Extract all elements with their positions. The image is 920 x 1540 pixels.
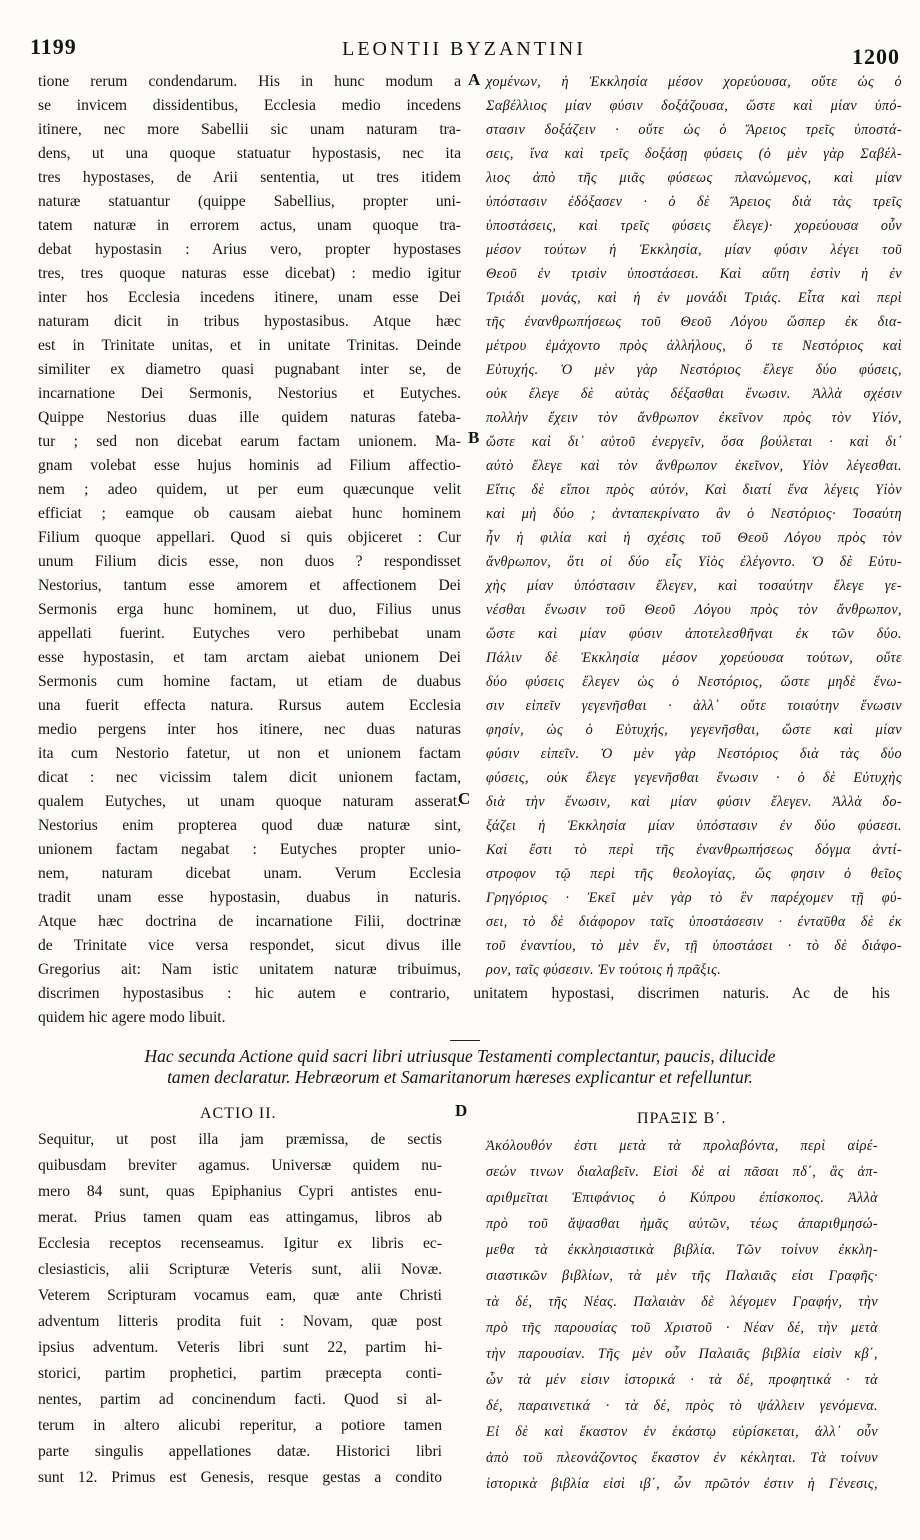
text-line: itinere, nec more Sabellii sic unam naturam tra-	[38, 121, 461, 138]
text-line: ita cum Nestorio fatetur, ut non et unionem factam	[38, 745, 461, 762]
text-line: una fuerit effecta natura. Rursus autem Ecclesia	[38, 697, 461, 714]
action-summary	[30, 1046, 890, 1088]
text-line: unum Filium dicis esse, non duos ? respondisset	[38, 553, 461, 570]
text-line: φύσεις, οὐκ ἔλεγε γεγενῆσθαι ἕνωσιν · ὁ δὲ Εὐτυχὴς	[486, 770, 902, 786]
text-line: πολλὴν ἔχειν τὸν ἄνθρωπον ἐκεῖνον πρὸς τὸν Υἱόν,	[486, 410, 902, 426]
text-line: storici, partim prophetici, partim præcepta conti-	[38, 1365, 442, 1382]
text-line: πρὸ τοῦ ἅψασθαι ἡμᾶς αὐτῶν, τέως ἀπαριθμησώ-	[486, 1216, 878, 1232]
text-line: τὰ δέ, τῆς Νέας. Παλαιὰν δὲ λέγομεν Γραφήν, τὴν	[486, 1294, 878, 1310]
text-line: se invicem dissidentibus, Ecclesia medio incedens	[38, 97, 461, 114]
text-line: quibusdam breviter agamus. Universæ quidem nu-	[38, 1157, 442, 1174]
text-line: unionem factam negabat : Eutyches propter unio-	[38, 841, 461, 858]
text-line: σιν εἰπεῖν γεγενῆσθαι · ἀλλ᾽ οὔτε τοιαύτην ἕνωσιν	[486, 698, 902, 714]
text-line: discrimen hypostasibus : hic autem e contrario, unitatem hypostasi, discrimen naturis. Ac de his	[38, 985, 890, 1002]
text-line: νέσθαι ἕνωσιν τοῦ Θεοῦ Λόγου πρὸς τὸν ἄνθρωπον,	[486, 602, 902, 618]
text-line: σιαστικῶν βιβλίων, τὰ μὲν τῆς Παλαιᾶς εἰσι Γραφῆς·	[486, 1268, 878, 1284]
text-line: adventum litteris prodita fuit : Novam, quæ post	[38, 1313, 442, 1330]
full-width-lines	[38, 982, 890, 1030]
latin-column-bottom	[38, 1127, 442, 1491]
text-line: τὴν παρουσίαν. Τῆς μὲν οὖν Παλαιᾶς βιβλία εἰσὶν κβ΄,	[486, 1346, 878, 1362]
margin-marker-b: B	[468, 428, 480, 447]
text-line: Quippe Nestorius duas ille quidem naturas fateba-	[38, 409, 461, 426]
text-line: Καὶ ἔστι τὸ περὶ τῆς ἐνανθρωπήσεως δόγμα ἀντί-	[486, 842, 902, 858]
greek-column-bottom	[486, 1133, 878, 1492]
text-line: καὶ μὴ δύο ; ἀνταπεκρίνατο ἂν ὁ Νεστόριος· Τοσαύτη	[486, 506, 902, 522]
text-line: terum in altero alicubi reperitur, a potiore tamen	[38, 1417, 442, 1434]
text-line: δέ, παραινετικά · τὰ δέ, πρὸς τὸ ψάλλειν γενόμενα.	[486, 1398, 878, 1414]
text-line: debat hypostasin : Arius vero, propter hypostases	[38, 241, 461, 258]
text-line: στροφον τῷ περὶ τῆς θεολογίας, ὥς φησιν ὁ θεῖος	[486, 866, 902, 882]
text-line: μέσον τούτων ἡ Ἐκκλησία, μίαν φύσιν λέγει τοῦ	[486, 242, 902, 258]
latin-section-heading: ACTIO II.	[200, 1105, 277, 1122]
text-line: inter hos Ecclesia incedens itinere, unam esse Dei	[38, 289, 461, 306]
text-line: τῆς ἐνανθρωπήσεως τοῦ Θεοῦ Λόγου ὥσπερ ἐκ δια-	[486, 314, 902, 330]
text-line: ὥστε καὶ μίαν φύσιν ἀποτελεσθῆναι ἐκ τῶν δύο.	[486, 626, 902, 642]
text-line: λιος ἀπὸ τῆς μιᾶς φύσεως πλανώμενος, καὶ μίαν	[486, 170, 902, 186]
text-line: Πάλιν δὲ Ἐκκλησία μέσον χορεύουσα τούτων, οὔτε	[486, 650, 902, 666]
text-line: διὰ τὴν ἕνωσιν, καὶ μίαν φύσιν ἔλεγεν. Ἀλλὰ δο-	[486, 794, 902, 810]
text-line: tur ; sed non dicebat earum factam unionem. Ma-	[38, 433, 461, 450]
text-line: χομένων, ἡ Ἐκκλησία μέσον χορεύουσα, οὔτε ὡς ὁ	[486, 74, 902, 90]
text-line: Εὐτυχής. Ὁ μὲν γὰρ Νεστόριος ἔλεγε δύο φύσεις,	[486, 362, 902, 378]
text-line: σεών τινων διαλαβεῖν. Εἰσὶ δὲ αἱ πᾶσαι πδ΄, ἃς ἀπ-	[486, 1164, 878, 1180]
text-line: μέτρου ἐμάχοντο πρὸς ἀλλήλους, ὅ τε Νεστόριος καὶ	[486, 338, 902, 354]
text-line: Sermonis erga hunc hominem, ut duo, Filius unus	[38, 601, 461, 618]
text-line: Sermonis cum homine factam, ut etiam de duabus	[38, 673, 461, 690]
text-line: οὐκ ἔλεγε δὲ αὐτὰς δέξασθαι ἕνωσιν. Ἀλλὰ σχέσιν	[486, 386, 902, 402]
text-line: Nestorius enim propterea quod duæ naturæ sint,	[38, 817, 461, 834]
section-rule	[450, 1040, 480, 1041]
text-line: Τριάδι μονάς, καὶ ἡ ἐν μονάδι Τριάς. Εἶτα καὶ περὶ	[486, 290, 902, 306]
text-line: tatem naturæ in errorem actus, unam quoque tra-	[38, 217, 461, 234]
text-line: tione rerum condendarum. His in hunc modum a	[38, 73, 461, 90]
text-line: nem, naturam dicebat unam. Verum Ecclesia	[38, 865, 461, 882]
text-line: Ἀκόλουθόν ἐστι μετὰ τὰ προλαβόντα, περὶ αἱρέ-	[486, 1138, 878, 1154]
margin-marker-d: D	[455, 1101, 468, 1120]
text-line: qualem Eutyches, ut unam quoque naturam asserat.	[38, 793, 461, 810]
text-line: ὑπόστασιν ἐδόξασεν · ὁ δὲ Ἄρειος διὰ τὰς τρεῖς	[486, 194, 902, 210]
text-line: incarnatione Dei Sermonis, Nestorius et Eutyches.	[38, 385, 461, 402]
text-line: Εἴτις δὲ εἴποι πρὸς αὐτόν, Καὶ διατί ἕνα λέγεις Υἱὸν	[486, 482, 902, 498]
text-line: Filium quoque appellari. Quod si quis objiceret : Cur	[38, 529, 461, 546]
text-line: similiter ex diametro quasi pugnabant inter se, de	[38, 361, 461, 378]
text-line: ἦν ἡ φιλία καὶ ἡ σχέσις τοῦ Θεοῦ Λόγου πρὸς τὸν	[486, 530, 902, 546]
text-line: Gregorius ait: Nam istic unitatem naturæ tribuimus,	[38, 961, 461, 978]
text-line: στασιν δοξάζειν · οὔτε ὡς ὁ Ἄρειος τρεῖς ὑποστά-	[486, 122, 902, 138]
text-line: Σαβέλλιος μίαν φύσιν δοξάζουσα, ὥστε καὶ μίαν ὑπό-	[486, 98, 902, 114]
text-line: τοῦ ἐναντίου, τὸ μὲν ἕν, τῇ ὑποστάσει · τὸ δὲ διάφο-	[486, 938, 902, 954]
text-line: Veterem Scripturam vocamus eam, quæ ante Christi	[38, 1287, 442, 1304]
text-line: ἀπὸ τοῦ πλεονάζοντος ἕκαστον ἐν κέκληται. Τὰ τοίνυν	[486, 1450, 878, 1466]
margin-marker-c: C	[458, 789, 471, 808]
text-line: sunt 12. Primus est Genesis, resque gestas a condito	[38, 1469, 442, 1486]
text-line: efficiat ; eamque ob causam aiebat hunc hominem	[38, 505, 461, 522]
text-line: quidem hic agere modo libuit.	[38, 1009, 226, 1026]
latin-column-top	[38, 70, 461, 982]
text-line: Nestorius, tantum esse amorem et affectionem Dei	[38, 577, 461, 594]
summary-line: Hac secunda Actione quid sacri libri utriusque Testamenti complectantur, paucis, dilucide	[144, 1046, 776, 1066]
text-line: ipsius adventum. Veteris libri sunt 22, partim hi-	[38, 1339, 442, 1356]
text-line: ὑποστάσεις, καὶ τρεῖς φύσεις ἔλεγε)· χορεύουσα οὖν	[486, 218, 902, 234]
text-line: clesiasticis, alii Scripturæ Veteris sunt, alii Novæ.	[38, 1261, 442, 1278]
text-line: ἄνθρωπον, ὅτι οἱ δύο εἷς Υἱὸς ἐλέγοντο. Ὁ δὲ Εὐτυ-	[486, 554, 902, 570]
text-line: medio pergens inter hos itinere, nec duas naturas	[38, 721, 461, 738]
text-line: tradit unam esse hypostasin, duabus in naturis.	[38, 889, 461, 906]
text-line: χὴς μίαν ὑπόστασιν ἔλεγεν, καὶ τοσαύτην ἔλεγε γε-	[486, 578, 902, 594]
text-line: esse hypostasin, et tam arctam aiebat unionem Dei	[38, 649, 461, 666]
text-line: πρὸ τῆς παρουσίας τοῦ Χριστοῦ · Νέαν δέ, τὴν μετὰ	[486, 1320, 878, 1336]
text-line: ξάζει ἡ Ἐκκλησία μίαν ὑπόστασιν ἐν δύο φύσεσι.	[486, 818, 902, 834]
text-line: αριθμεῖται Ἐπιφάνιος ὁ Κύπρου ἐπίσκοπος. Ἀλλὰ	[486, 1190, 878, 1206]
text-line: dens, ut una quoque statuatur hypostasis, nec ita	[38, 145, 461, 162]
text-line: gnam volebat esse hujus hominis ad Filium affectio-	[38, 457, 461, 474]
text-line: nentes, partim ad concinendum facti. Quod si al-	[38, 1391, 442, 1408]
text-line: Εἰ δὲ καὶ ἕκαστον ἐν ἑκάστῳ εὑρίσκεται, ἀλλ᾽ οὖν	[486, 1424, 878, 1440]
page-header	[28, 32, 900, 68]
text-line: naturæ statuantur (quippe Sabellius, propter uni-	[38, 193, 461, 210]
text-line: dicat : nec vicissim talem dicit unionem factam,	[38, 769, 461, 786]
text-line: naturam dicit in tribus hypostasibus. Atque hæc	[38, 313, 461, 330]
text-line: mero 84 sunt, quas Epiphanius Cypri antistes enu-	[38, 1183, 442, 1200]
text-line: φησίν, ὡς ὁ Εὐτυχής, γεγενῆσθαι, ὥστε καὶ μίαν	[486, 722, 902, 738]
text-line: Θεοῦ ἐν τρισὶν ὑποστάσεσι. Καὶ αὕτη ἐστὶν ἡ ἐν	[486, 266, 902, 282]
text-line: Γρηγόριος · Ἐκεῖ μὲν γὰρ τὸ ἓν παρέχομεν τῇ φύ-	[486, 890, 902, 906]
summary-line: tamen declaratur. Hebræorum et Samaritanorum hæreses explicantur et refelluntur.	[167, 1067, 753, 1087]
text-line: ὥστε καὶ δι᾽ αὐτοῦ ἐνεργεῖν, ὅσα βούλεται · καὶ δι᾽	[486, 434, 902, 450]
greek-section-heading: ΠΡΑΞΙΣ Β΄.	[637, 1110, 727, 1127]
text-line: Ecclesia receptos recenseamus. Igitur ex libris ec-	[38, 1235, 442, 1252]
text-line: tres hypostases, de Arii sententia, ut tres itidem	[38, 169, 461, 186]
text-line: parte singulis appellationes datæ. Historici libri	[38, 1443, 442, 1460]
text-line: ρον, ταῖς φύσεσιν. Ἐν τούτοις ἡ πρᾶξις.	[486, 962, 722, 978]
left-page-number: 1199	[30, 34, 77, 59]
text-line: σεις, ἵνα καὶ τρεῖς δοξάσῃ φύσεις (ὁ μὲν γὰρ Σαβέλ-	[486, 146, 902, 162]
text-line: ὧν τὰ μέν εἰσιν ἱστορικά · τὰ δέ, προφητικά · τὰ	[486, 1372, 878, 1388]
text-line: φύσιν εἰπεῖν. Ὁ μὲν γὰρ Νεστόριος διὰ τὰς δύο	[486, 746, 902, 762]
text-line: δύο φύσεις ἔλεγεν ὡς ὁ Νεστόριος, ὥστε μηδὲ ἕνω-	[486, 674, 902, 690]
text-line: μεθα τὰ ἐκκλησιαστικὰ βιβλία. Τῶν τοίνυν ἐκκλη-	[486, 1242, 878, 1258]
greek-column-top	[486, 70, 902, 978]
text-line: ἱστορικὰ βιβλία εἰσὶ ιβ΄, ὧν πρῶτόν ἐστιν ἡ Γένεσις,	[486, 1476, 878, 1492]
text-line: σει, τὸ δὲ διάφορον ταῖς ὑποστάσεσιν · ἐνταῦθα δὲ ἐκ	[486, 914, 902, 930]
text-line: Atque hæc doctrina de incarnatione Filii, doctrinæ	[38, 913, 461, 930]
margin-marker-a: A	[468, 70, 481, 89]
text-line: Sequitur, ut post illa jam præmissa, de sectis	[38, 1131, 442, 1148]
text-line: αὐτὸ ἔλεγε καὶ τὸν ἄνθρωπον ἐκεῖνον, Υἱὸν λέγεσθαι.	[486, 458, 902, 474]
right-page-number: 1200	[852, 44, 900, 69]
text-line: est in Trinitate unitas, et in unitate Trinitas. Deinde	[38, 337, 461, 354]
text-line: nem ; adeo quidem, ut per eum quæcunque velit	[38, 481, 461, 498]
text-line: merat. Prius tamen quam eas attingamus, libros ab	[38, 1209, 442, 1226]
running-title: LEONTII BYZANTINI	[342, 38, 586, 60]
text-line: appellati fuerint. Eutyches vero perhibebat unam	[38, 625, 461, 642]
text-line: tres, tres quoque naturas esse dicebat) : medio igitur	[38, 265, 461, 282]
text-line: de Trinitate vice versa respondet, sicut divus ille	[38, 937, 461, 954]
